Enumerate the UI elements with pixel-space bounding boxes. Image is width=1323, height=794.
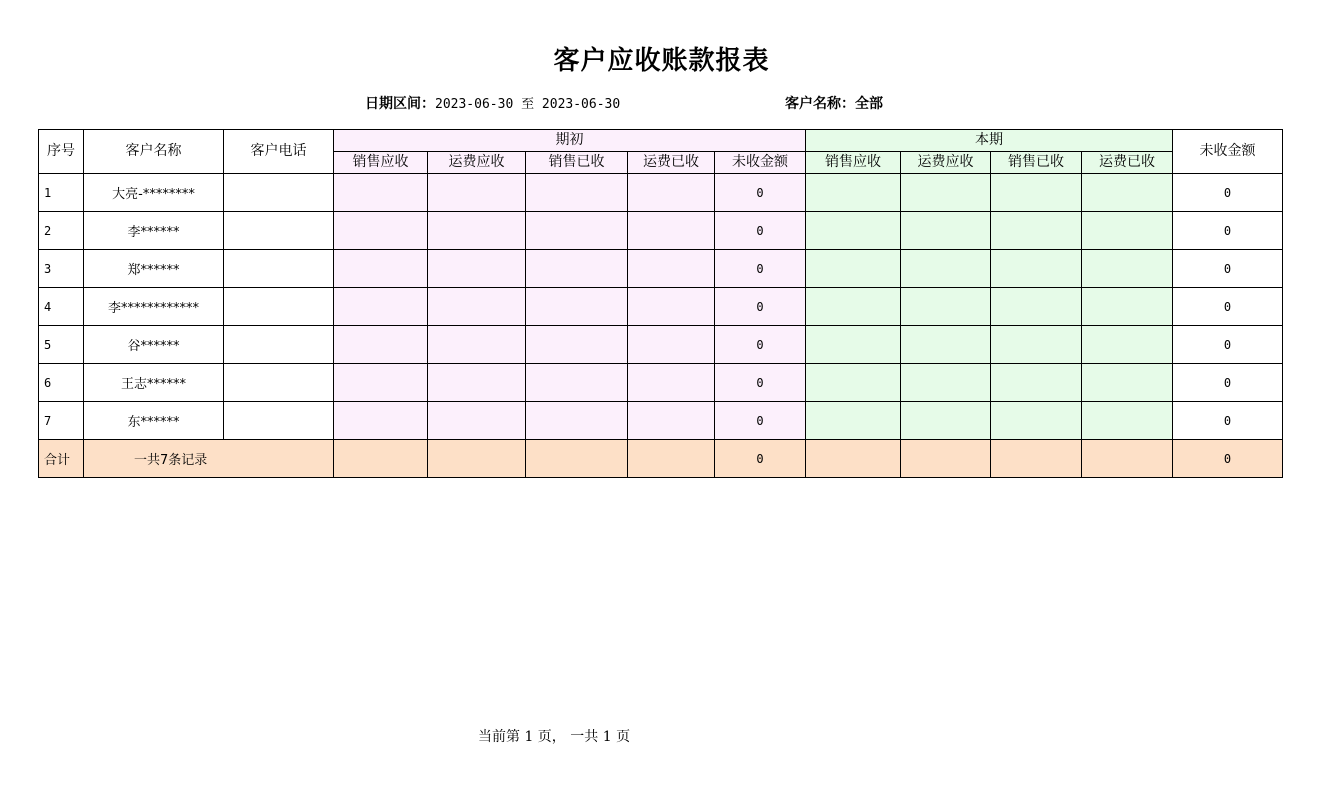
- header-opening-freight-received: 运费已收: [628, 152, 715, 174]
- total-opening-freight-received: [628, 440, 715, 478]
- customer-filter-value: 全部: [855, 96, 883, 112]
- header-current-sales-received: 销售已收: [991, 152, 1082, 174]
- header-customer-name: 客户名称: [84, 130, 224, 174]
- total-row: [39, 440, 1283, 478]
- cell-opening-freight-receivable: [428, 250, 526, 288]
- total-opening-freight-receivable: [428, 440, 526, 478]
- cell-opening-sales-received: [526, 402, 628, 440]
- row-seq: 6: [39, 364, 84, 402]
- row-seq: 5: [39, 326, 84, 364]
- pagination-info: 当前第 1 页， 一共 1 页: [478, 729, 631, 745]
- header-outstanding: 未收金额: [1173, 130, 1283, 174]
- customer-filter-info: [785, 93, 883, 113]
- table-row: [39, 212, 1283, 250]
- cell-current-sales-receivable: [806, 364, 901, 402]
- cell-opening-sales-receivable: [334, 174, 428, 212]
- row-customer-name: 郑******: [84, 250, 224, 288]
- total-current-sales-receivable: [806, 440, 901, 478]
- cell-current-freight-received: [1082, 364, 1173, 402]
- table-row: [39, 326, 1283, 364]
- total-label: 合计: [39, 440, 84, 478]
- cell-current-sales-receivable: [806, 174, 901, 212]
- cell-opening-freight-received: [628, 212, 715, 250]
- row-seq: 2: [39, 212, 84, 250]
- cell-current-freight-receivable: [901, 250, 991, 288]
- cell-outstanding: 0: [1173, 174, 1283, 212]
- total-opening-outstanding: 0: [715, 440, 806, 478]
- cell-opening-freight-received: [628, 364, 715, 402]
- total-current-freight-received: [1082, 440, 1173, 478]
- cell-current-freight-received: [1082, 288, 1173, 326]
- cell-current-freight-received: [1082, 250, 1173, 288]
- header-opening: 期初: [334, 130, 806, 152]
- cell-current-sales-received: [991, 326, 1082, 364]
- total-outstanding: 0: [1173, 440, 1283, 478]
- cell-opening-outstanding: 0: [715, 250, 806, 288]
- cell-current-freight-receivable: [901, 174, 991, 212]
- cell-current-freight-receivable: [901, 402, 991, 440]
- table-row: [39, 364, 1283, 402]
- cell-current-sales-receivable: [806, 212, 901, 250]
- cell-current-sales-received: [991, 288, 1082, 326]
- cell-current-freight-received: [1082, 174, 1173, 212]
- cell-opening-freight-received: [628, 250, 715, 288]
- cell-outstanding: 0: [1173, 288, 1283, 326]
- cell-current-sales-received: [991, 402, 1082, 440]
- cell-opening-outstanding: 0: [715, 326, 806, 364]
- row-seq: 7: [39, 402, 84, 440]
- header-opening-freight-receivable: 运费应收: [428, 152, 526, 174]
- cell-opening-freight-received: [628, 174, 715, 212]
- cell-opening-sales-received: [526, 364, 628, 402]
- cell-outstanding: 0: [1173, 402, 1283, 440]
- table-row: [39, 174, 1283, 212]
- row-customer-name: 东******: [84, 402, 224, 440]
- cell-opening-sales-receivable: [334, 250, 428, 288]
- cell-opening-freight-receivable: [428, 364, 526, 402]
- row-customer-name: 大亮-********: [84, 174, 224, 212]
- row-seq: 4: [39, 288, 84, 326]
- cell-opening-outstanding: 0: [715, 288, 806, 326]
- cell-opening-freight-receivable: [428, 326, 526, 364]
- cell-opening-outstanding: 0: [715, 212, 806, 250]
- cell-current-sales-receivable: [806, 326, 901, 364]
- cell-opening-outstanding: 0: [715, 174, 806, 212]
- row-customer-name: 李************: [84, 288, 224, 326]
- cell-current-sales-receivable: [806, 288, 901, 326]
- cell-current-freight-received: [1082, 212, 1173, 250]
- customer-filter-label: 客户名称：: [785, 96, 855, 112]
- cell-current-sales-received: [991, 212, 1082, 250]
- row-seq: 3: [39, 250, 84, 288]
- cell-opening-outstanding: 0: [715, 402, 806, 440]
- cell-outstanding: 0: [1173, 364, 1283, 402]
- cell-opening-freight-received: [628, 288, 715, 326]
- row-customer-phone: [224, 250, 334, 288]
- cell-opening-sales-received: [526, 174, 628, 212]
- table-row: [39, 402, 1283, 440]
- cell-opening-sales-receivable: [334, 364, 428, 402]
- report-title: 客户应收账款报表: [553, 46, 770, 76]
- cell-current-sales-receivable: [806, 250, 901, 288]
- row-customer-name: 李******: [84, 212, 224, 250]
- header-opening-sales-received: 销售已收: [526, 152, 628, 174]
- header-customer-phone: 客户电话: [224, 130, 334, 174]
- cell-opening-freight-receivable: [428, 288, 526, 326]
- cell-current-sales-received: [991, 174, 1082, 212]
- header-current-freight-received: 运费已收: [1082, 152, 1173, 174]
- row-customer-phone: [224, 364, 334, 402]
- cell-current-freight-received: [1082, 402, 1173, 440]
- header-seq: 序号: [39, 130, 84, 174]
- cell-opening-sales-received: [526, 288, 628, 326]
- cell-opening-freight-receivable: [428, 174, 526, 212]
- header-current: 本期: [806, 130, 1173, 152]
- row-customer-phone: [224, 402, 334, 440]
- table-row: [39, 250, 1283, 288]
- row-seq: 1: [39, 174, 84, 212]
- cell-opening-sales-receivable: [334, 288, 428, 326]
- cell-opening-sales-received: [526, 250, 628, 288]
- cell-outstanding: 0: [1173, 212, 1283, 250]
- cell-opening-sales-receivable: [334, 402, 428, 440]
- row-customer-phone: [224, 326, 334, 364]
- row-customer-phone: [224, 288, 334, 326]
- cell-current-sales-received: [991, 250, 1082, 288]
- date-range-value: 2023-06-30 至 2023-06-30: [435, 97, 621, 112]
- cell-current-freight-receivable: [901, 364, 991, 402]
- cell-current-freight-receivable: [901, 212, 991, 250]
- date-range-info: [365, 93, 620, 113]
- header-current-sales-receivable: 销售应收: [806, 152, 901, 174]
- cell-opening-sales-receivable: [334, 212, 428, 250]
- header-opening-outstanding: 未收金额: [715, 152, 806, 174]
- table-row: [39, 288, 1283, 326]
- row-customer-name: 谷******: [84, 326, 224, 364]
- total-opening-sales-received: [526, 440, 628, 478]
- row-customer-name: 王志******: [84, 364, 224, 402]
- total-current-sales-received: [991, 440, 1082, 478]
- cell-opening-freight-received: [628, 326, 715, 364]
- total-summary: 一共7条记录: [84, 440, 334, 478]
- receivables-table: [38, 129, 1283, 478]
- cell-opening-freight-received: [628, 402, 715, 440]
- header-current-freight-receivable: 运费应收: [901, 152, 991, 174]
- cell-outstanding: 0: [1173, 250, 1283, 288]
- cell-outstanding: 0: [1173, 326, 1283, 364]
- cell-opening-freight-receivable: [428, 402, 526, 440]
- cell-current-sales-received: [991, 364, 1082, 402]
- cell-current-sales-receivable: [806, 402, 901, 440]
- date-range-label: 日期区间：: [365, 96, 435, 112]
- cell-current-freight-receivable: [901, 288, 991, 326]
- row-customer-phone: [224, 212, 334, 250]
- cell-opening-outstanding: 0: [715, 364, 806, 402]
- cell-opening-sales-receivable: [334, 326, 428, 364]
- cell-current-freight-received: [1082, 326, 1173, 364]
- cell-opening-sales-received: [526, 212, 628, 250]
- row-customer-phone: [224, 174, 334, 212]
- cell-opening-sales-received: [526, 326, 628, 364]
- header-opening-sales-receivable: 销售应收: [334, 152, 428, 174]
- cell-opening-freight-receivable: [428, 212, 526, 250]
- total-opening-sales-receivable: [334, 440, 428, 478]
- total-current-freight-receivable: [901, 440, 991, 478]
- cell-current-freight-receivable: [901, 326, 991, 364]
